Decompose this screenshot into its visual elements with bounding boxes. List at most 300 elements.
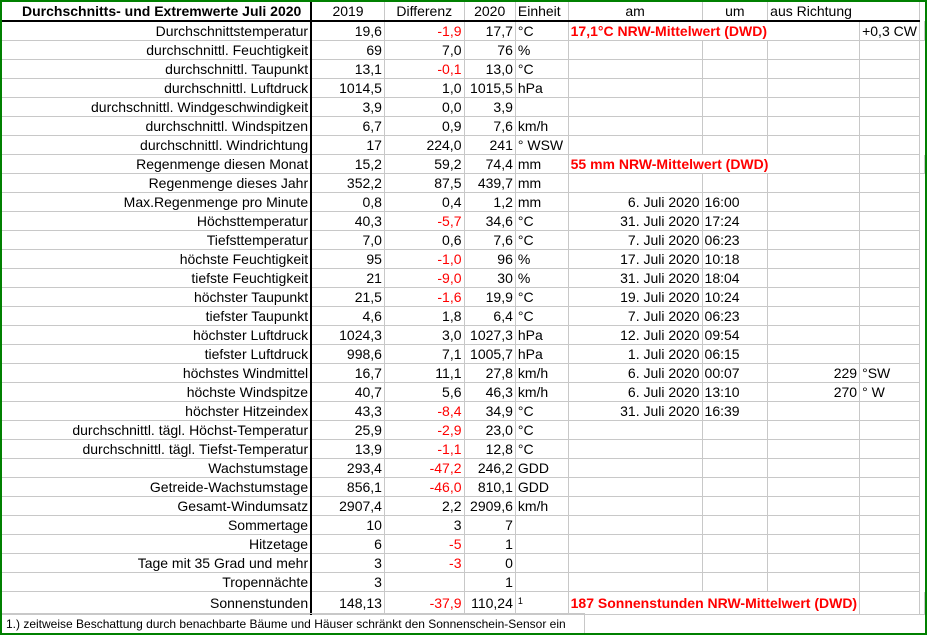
value-2020 xyxy=(464,193,515,212)
date-am: 31. Juli 2020 xyxy=(568,212,702,231)
value-2020-text: 810,1 xyxy=(477,479,513,495)
unit: GDD xyxy=(515,478,568,497)
header-row xyxy=(2,2,925,21)
value-2020-text: 7,6 xyxy=(493,118,513,134)
table-row xyxy=(2,402,925,421)
direction-degrees xyxy=(768,60,860,79)
row-label: Gesamt-Windumsatz xyxy=(2,497,311,516)
row-label: Höchsttemperatur xyxy=(2,212,311,231)
time-um xyxy=(702,136,768,155)
unit: km/h xyxy=(515,364,568,383)
value-2020-text: 23,0 xyxy=(485,422,513,438)
date-am: 6. Juli 2020 xyxy=(568,364,702,383)
value-2020-text: 2909,6 xyxy=(470,498,513,514)
row-label: höchste Feuchtigkeit xyxy=(2,250,311,269)
unit: % xyxy=(515,41,568,60)
value-2019: 17 xyxy=(311,136,384,155)
value-diff: -3 xyxy=(384,554,464,573)
direction-degrees: 229 xyxy=(768,364,860,383)
unit xyxy=(515,573,568,592)
value-2019: 69 xyxy=(311,41,384,60)
row-label: durchschnittl. Luftdruck xyxy=(2,79,311,98)
value-2020 xyxy=(464,288,515,307)
value-2019: 3 xyxy=(311,573,384,592)
unit: mm xyxy=(515,193,568,212)
table-row xyxy=(2,326,925,345)
row-label: höchste Windspitze xyxy=(2,383,311,402)
table-row xyxy=(2,60,925,79)
time-um xyxy=(702,535,768,554)
direction-degrees: 270 xyxy=(768,383,860,402)
date-am xyxy=(568,117,702,136)
row-label: Hitzetage xyxy=(2,535,311,554)
direction-degrees xyxy=(768,174,860,193)
row-label: Tropennächte xyxy=(2,573,311,592)
value-2020-text: 0 xyxy=(505,555,513,571)
value-2020-text: 439,7 xyxy=(477,175,513,191)
direction-label xyxy=(860,307,920,326)
extra-value: +0,3 CW xyxy=(860,21,920,41)
value-2020-text: 1015,5 xyxy=(470,80,513,96)
time-um xyxy=(702,516,768,535)
direction-label xyxy=(860,60,920,79)
direction-label xyxy=(860,535,920,554)
unit: mm xyxy=(515,155,568,174)
value-2019: 13,1 xyxy=(311,60,384,79)
value-2019: 13,9 xyxy=(311,440,384,459)
date-am xyxy=(568,60,702,79)
time-um: 17:24 xyxy=(702,212,768,231)
value-2020 xyxy=(464,535,515,554)
direction-degrees xyxy=(768,516,860,535)
direction-degrees xyxy=(768,554,860,573)
value-2020-text: 6,4 xyxy=(493,308,513,324)
unit: km/h xyxy=(515,383,568,402)
col-header-unit: Einheit xyxy=(515,2,568,21)
value-diff: -0,1 xyxy=(384,60,464,79)
empty-cell xyxy=(860,155,920,174)
value-2020 xyxy=(464,250,515,269)
row-label: höchster Luftdruck xyxy=(2,326,311,345)
row-label: durchschnittl. tägl. Tiefst-Temperatur xyxy=(2,440,311,459)
table-row xyxy=(2,364,925,383)
time-um xyxy=(702,41,768,60)
direction-degrees xyxy=(768,345,860,364)
value-diff: 7,0 xyxy=(384,41,464,60)
direction-degrees xyxy=(768,212,860,231)
date-am xyxy=(568,573,702,592)
value-2020-text: 110,24 xyxy=(471,594,513,611)
direction-label xyxy=(860,497,920,516)
value-diff: -1,6 xyxy=(384,288,464,307)
value-2019: 2907,4 xyxy=(311,497,384,516)
direction-label xyxy=(860,516,920,535)
value-2020-text: 30 xyxy=(497,270,513,286)
date-am xyxy=(568,136,702,155)
date-am xyxy=(568,497,702,516)
row-label: Regenmenge diesen Monat xyxy=(2,155,311,174)
date-am: 1. Juli 2020 xyxy=(568,345,702,364)
value-2019: 293,4 xyxy=(311,459,384,478)
row-label: tiefste Feuchtigkeit xyxy=(2,269,311,288)
direction-degrees xyxy=(768,117,860,136)
value-diff: 3 xyxy=(384,516,464,535)
row-label: Tage mit 35 Grad und mehr xyxy=(2,554,311,573)
nrw-note: 187 Sonnenstunden NRW-Mittelwert (DWD) xyxy=(568,592,859,615)
value-2019: 4,6 xyxy=(311,307,384,326)
value-2020 xyxy=(464,326,515,345)
table-row xyxy=(2,250,925,269)
value-diff: -47,2 xyxy=(384,459,464,478)
direction-label xyxy=(860,41,920,60)
direction-degrees xyxy=(768,440,860,459)
row-label: durchschnittl. Windspitzen xyxy=(2,117,311,136)
value-diff: 5,6 xyxy=(384,383,464,402)
date-am xyxy=(568,516,702,535)
table-row xyxy=(2,117,925,136)
value-2020 xyxy=(464,269,515,288)
value-diff: -1,9 xyxy=(384,21,464,41)
value-2019: 21 xyxy=(311,269,384,288)
row-label: höchster Hitzeindex xyxy=(2,402,311,421)
table-row xyxy=(2,554,925,573)
date-am: 7. Juli 2020 xyxy=(568,307,702,326)
table-row xyxy=(2,478,925,497)
value-2019: 21,5 xyxy=(311,288,384,307)
value-2019: 998,6 xyxy=(311,345,384,364)
value-2019: 6,7 xyxy=(311,117,384,136)
direction-label: °SW xyxy=(860,364,920,383)
value-2019: 3 xyxy=(311,554,384,573)
value-2019: 43,3 xyxy=(311,402,384,421)
unit: °C xyxy=(515,21,568,41)
table-row xyxy=(2,345,925,364)
row-label: Max.Regenmenge pro Minute xyxy=(2,193,311,212)
table-row xyxy=(2,21,925,41)
table-row xyxy=(2,174,925,193)
value-diff: 87,5 xyxy=(384,174,464,193)
col-header-2019: 2019 xyxy=(311,2,384,21)
value-2020 xyxy=(464,516,515,535)
direction-label xyxy=(860,421,920,440)
value-2019: 40,3 xyxy=(311,212,384,231)
unit: °C xyxy=(515,440,568,459)
table-row xyxy=(2,535,925,554)
direction-degrees xyxy=(768,250,860,269)
unit: °C xyxy=(515,288,568,307)
row-label: durchschnittl. Windgeschwindigkeit xyxy=(2,98,311,117)
table-title: Durchschnitts- und Extremwerte Juli 2020 xyxy=(2,2,311,21)
value-2020 xyxy=(464,497,515,516)
unit: ° WSW xyxy=(515,136,568,155)
time-um: 06:23 xyxy=(702,307,768,326)
value-diff: -46,0 xyxy=(384,478,464,497)
value-diff: 1,8 xyxy=(384,307,464,326)
direction-degrees xyxy=(768,535,860,554)
date-am xyxy=(568,79,702,98)
direction-degrees xyxy=(768,307,860,326)
row-label: tiefster Taupunkt xyxy=(2,307,311,326)
value-2020-text: 17,7 xyxy=(485,23,513,39)
table-row xyxy=(2,231,925,250)
direction-degrees xyxy=(768,79,860,98)
unit: km/h xyxy=(515,497,568,516)
value-2020 xyxy=(464,478,515,497)
table-row xyxy=(2,421,925,440)
value-2020-text: 1 xyxy=(505,536,513,552)
value-2020 xyxy=(464,573,515,592)
value-2019: 19,6 xyxy=(311,21,384,41)
unit xyxy=(515,554,568,573)
unit: °C xyxy=(515,60,568,79)
value-2020-text: 74,4 xyxy=(485,156,513,172)
time-um: 10:18 xyxy=(702,250,768,269)
date-am: 6. Juli 2020 xyxy=(568,383,702,402)
value-2020-text: 1 xyxy=(505,574,513,590)
time-um xyxy=(702,60,768,79)
direction-label xyxy=(860,345,920,364)
value-diff: -2,9 xyxy=(384,421,464,440)
value-2020 xyxy=(464,136,515,155)
time-um: 18:04 xyxy=(702,269,768,288)
date-am: 31. Juli 2020 xyxy=(568,402,702,421)
value-2019: 3,9 xyxy=(311,98,384,117)
value-2020 xyxy=(464,41,515,60)
direction-label xyxy=(860,554,920,573)
empty-cell xyxy=(860,592,920,615)
date-am xyxy=(568,440,702,459)
time-um xyxy=(702,573,768,592)
direction-label xyxy=(860,79,920,98)
time-um: 13:10 xyxy=(702,383,768,402)
weather-table xyxy=(2,2,925,615)
direction-label xyxy=(860,440,920,459)
value-2020 xyxy=(464,345,515,364)
row-label: durchschnittl. tägl. Höchst-Temperatur xyxy=(2,421,311,440)
value-2020-text: 46,3 xyxy=(485,384,513,400)
direction-label xyxy=(860,459,920,478)
value-2019: 0,8 xyxy=(311,193,384,212)
value-2019: 40,7 xyxy=(311,383,384,402)
value-diff: 3,0 xyxy=(384,326,464,345)
value-2019: 95 xyxy=(311,250,384,269)
date-am xyxy=(568,459,702,478)
value-2020-text: 241 xyxy=(489,137,513,153)
table-row xyxy=(2,383,925,402)
unit: °C xyxy=(515,212,568,231)
value-2020-text: 96 xyxy=(497,251,513,267)
direction-label xyxy=(860,478,920,497)
unit: °C xyxy=(515,307,568,326)
table-row xyxy=(2,307,925,326)
row-label: durchschnittl. Taupunkt xyxy=(2,60,311,79)
value-2020 xyxy=(464,383,515,402)
value-diff: 1,0 xyxy=(384,79,464,98)
date-am xyxy=(568,98,702,117)
unit: mm xyxy=(515,174,568,193)
date-am xyxy=(568,478,702,497)
direction-degrees xyxy=(768,41,860,60)
value-2020-text: 76 xyxy=(497,42,513,58)
direction-degrees xyxy=(768,269,860,288)
value-2020-text: 246,2 xyxy=(477,460,513,476)
value-diff: -37,9 xyxy=(384,592,464,615)
date-am xyxy=(568,174,702,193)
direction-label xyxy=(860,231,920,250)
direction-label: ° W xyxy=(860,383,920,402)
unit: hPa xyxy=(515,79,568,98)
value-diff: -8,4 xyxy=(384,402,464,421)
row-label: Sommertage xyxy=(2,516,311,535)
value-2020-text: 1005,7 xyxy=(470,346,513,362)
value-2019: 10 xyxy=(311,516,384,535)
value-2020-text: 34,6 xyxy=(485,213,513,229)
value-2020 xyxy=(464,440,515,459)
unit: hPa xyxy=(515,326,568,345)
value-2020 xyxy=(464,459,515,478)
date-am xyxy=(568,421,702,440)
nrw-note: 55 mm NRW-Mittelwert (DWD) xyxy=(568,155,859,174)
date-am: 6. Juli 2020 xyxy=(568,193,702,212)
value-2020 xyxy=(464,421,515,440)
value-2020 xyxy=(464,364,515,383)
time-um xyxy=(702,497,768,516)
row-label: höchster Taupunkt xyxy=(2,288,311,307)
nrw-note: 17,1°C NRW-Mittelwert (DWD) xyxy=(568,21,859,41)
value-2019: 148,13 xyxy=(311,592,384,615)
time-um xyxy=(702,98,768,117)
value-2019: 16,7 xyxy=(311,364,384,383)
table-row xyxy=(2,136,925,155)
value-2020-text: 19,9 xyxy=(485,289,513,305)
value-2020 xyxy=(464,98,515,117)
direction-degrees xyxy=(768,497,860,516)
value-diff: 2,2 xyxy=(384,497,464,516)
table-row xyxy=(2,516,925,535)
time-um: 16:00 xyxy=(702,193,768,212)
time-um xyxy=(702,79,768,98)
time-um: 06:23 xyxy=(702,231,768,250)
direction-label xyxy=(860,193,920,212)
value-diff: 0,6 xyxy=(384,231,464,250)
direction-label xyxy=(860,136,920,155)
col-header-diff: Differenz xyxy=(384,2,464,21)
value-2020 xyxy=(464,79,515,98)
unit: GDD xyxy=(515,459,568,478)
row-label: Durchschnittstemperatur xyxy=(2,21,311,41)
unit xyxy=(515,98,568,117)
time-um: 09:54 xyxy=(702,326,768,345)
direction-degrees xyxy=(768,326,860,345)
date-am: 7. Juli 2020 xyxy=(568,231,702,250)
time-um xyxy=(702,478,768,497)
direction-degrees xyxy=(768,402,860,421)
unit xyxy=(515,535,568,554)
unit xyxy=(515,592,568,615)
table-row xyxy=(2,592,925,615)
time-um: 10:24 xyxy=(702,288,768,307)
unit: °C xyxy=(515,421,568,440)
time-um: 00:07 xyxy=(702,364,768,383)
table-row xyxy=(2,79,925,98)
value-diff: 11,1 xyxy=(384,364,464,383)
value-2020 xyxy=(464,117,515,136)
table-row xyxy=(2,41,925,60)
value-2020-text: 34,9 xyxy=(485,403,513,419)
value-2020 xyxy=(464,307,515,326)
date-am: 19. Juli 2020 xyxy=(568,288,702,307)
table-row xyxy=(2,459,925,478)
col-header-2020: 2020 xyxy=(464,2,515,21)
value-2020-text: 7 xyxy=(505,517,513,533)
value-2020 xyxy=(464,592,515,615)
unit xyxy=(515,516,568,535)
direction-degrees xyxy=(768,421,860,440)
time-um xyxy=(702,440,768,459)
direction-degrees xyxy=(768,193,860,212)
row-label: Getreide-Wachstumstage xyxy=(2,478,311,497)
row-label: Sonnenstunden xyxy=(2,592,311,615)
time-um xyxy=(702,174,768,193)
table-row xyxy=(2,212,925,231)
value-2020 xyxy=(464,155,515,174)
value-2019: 1014,5 xyxy=(311,79,384,98)
value-2019: 7,0 xyxy=(311,231,384,250)
value-2020 xyxy=(464,174,515,193)
col-header-dir: aus Richtung xyxy=(768,2,920,21)
footnote: 1.) zeitweise Beschattung durch benachbarte Bäume und Häuser schränkt den Sonnenschein-Sensor ein xyxy=(2,613,585,633)
empty-cell xyxy=(920,592,925,615)
direction-label xyxy=(860,288,920,307)
table-row xyxy=(2,98,925,117)
direction-degrees xyxy=(768,573,860,592)
direction-label xyxy=(860,402,920,421)
value-2020-text: 27,8 xyxy=(485,365,513,381)
date-am xyxy=(568,535,702,554)
value-diff: 0,0 xyxy=(384,98,464,117)
empty-cell xyxy=(920,155,925,174)
row-label: durchschnittl. Feuchtigkeit xyxy=(2,41,311,60)
time-um: 06:15 xyxy=(702,345,768,364)
table-row xyxy=(2,269,925,288)
value-diff: 0,9 xyxy=(384,117,464,136)
value-2020-text: 1027,3 xyxy=(470,327,513,343)
value-2020-text: 3,9 xyxy=(493,99,513,115)
value-2020 xyxy=(464,60,515,79)
direction-label xyxy=(860,326,920,345)
date-am: 17. Juli 2020 xyxy=(568,250,702,269)
footnote-marker: 1 xyxy=(517,596,523,606)
direction-label xyxy=(860,117,920,136)
table-row xyxy=(2,497,925,516)
direction-label xyxy=(860,250,920,269)
value-diff: -1,1 xyxy=(384,440,464,459)
unit: % xyxy=(515,250,568,269)
row-label: höchstes Windmittel xyxy=(2,364,311,383)
date-am xyxy=(568,554,702,573)
value-diff: -9,0 xyxy=(384,269,464,288)
row-label: Tiefsttemperatur xyxy=(2,231,311,250)
table-row xyxy=(2,440,925,459)
value-2019: 1024,3 xyxy=(311,326,384,345)
date-am: 31. Juli 2020 xyxy=(568,269,702,288)
time-um xyxy=(702,554,768,573)
value-2019: 15,2 xyxy=(311,155,384,174)
direction-label xyxy=(860,269,920,288)
value-diff xyxy=(384,573,464,592)
value-2020 xyxy=(464,402,515,421)
direction-label xyxy=(860,174,920,193)
